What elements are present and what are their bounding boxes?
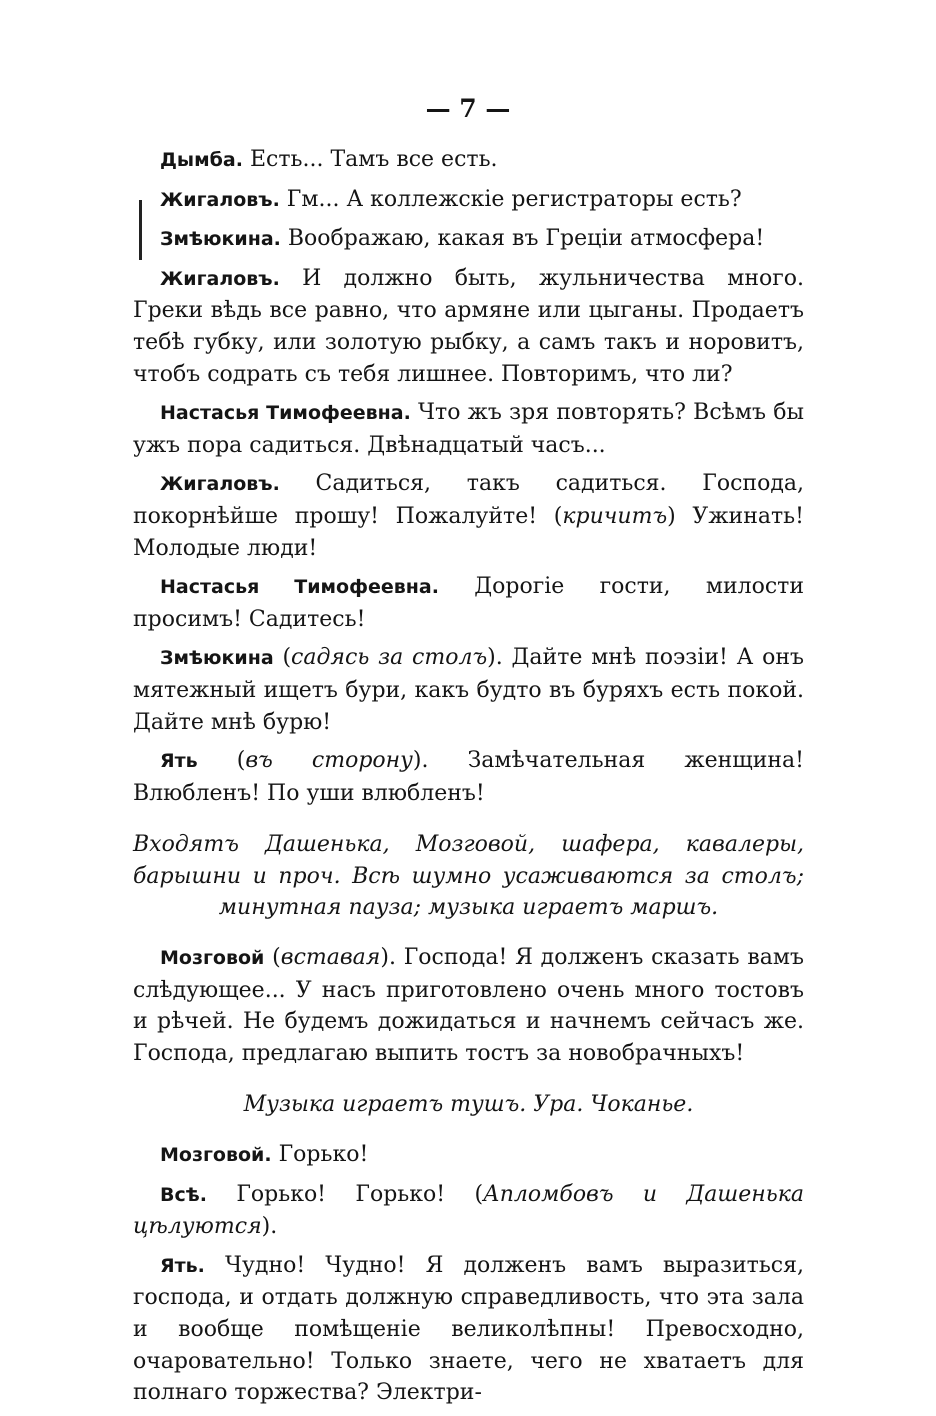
line-text: ). (261, 1214, 278, 1240)
dialogue-line (133, 468, 804, 564)
stage-direction: Входятъ Дашенька, Мозговой, шафера, кавалеры, барышни и проч. Всѣ шумно усаживаются за столъ; минутная пауза; музыка играетъ маршъ. (133, 832, 804, 921)
speaker-name: Мозговой. (160, 1144, 272, 1167)
stage-remark: кричитъ (562, 503, 668, 529)
line-text: Чудно! Чудно! Я долженъ вамъ выразиться, господа, и отдать должную справедливость, что эта зала и вообще помѣщеніе великолѣпны! Превосходно, очаровательно! Только знаете, чего не хватаетъ для полнаго торжества? Электри- (133, 1252, 804, 1406)
speaker-name: Дымба. (160, 149, 243, 171)
stage-remark: въ сторону (245, 748, 413, 774)
line-text: Садиться, такъ садиться. Господа, покорнѣйше прошу! Пожалуйте! ( (133, 471, 804, 529)
line-text: ) Ужинать! Молодые люди! (133, 503, 804, 561)
speaker-name: Жигаловъ. (160, 473, 280, 496)
speaker-name: Ять (160, 750, 198, 773)
line-text: ). Дайте мнѣ поэзіи! А онъ мятежный ищетъ бури, какъ будто въ буряхъ есть покой. Дайте мнѣ бурю! (133, 645, 805, 735)
line-text: ). Господа! Я долженъ сказать вамъ слѣдующее... У насъ приготовлено очень много тостовъ и рѣчей. Не будемъ дожидаться и начнемъ сейчасъ же. Господа, предлагаю выпить тостъ за новобрачныхъ! (133, 945, 804, 1066)
speaker-name: Всѣ. (160, 1183, 207, 1206)
speaker-name: Змѣюкина. (160, 228, 281, 251)
stage-remark: Апломбовъ и Дашенька цѣлуются (133, 1181, 805, 1240)
dialogue-line (133, 223, 804, 256)
dialogue-line (133, 1179, 804, 1243)
line-text: Горько! (271, 1142, 369, 1168)
stage-direction: Музыка играетъ тушъ. Ура. Чоканье. (243, 1092, 694, 1118)
line-text: ). Замѣчательная женщина! Влюбленъ! По уши влюбленъ! (133, 748, 804, 806)
speaker-name: Жигаловъ. (160, 188, 280, 211)
line-text: Есть... Тамъ все есть. (242, 147, 498, 172)
dialogue-line (133, 397, 804, 461)
dialogue-line (133, 184, 804, 217)
line-text: Гм... А коллежскіе регистраторы есть? (279, 186, 742, 212)
line-text: Что жъ зря повторять? Всѣмъ бы ужъ пора садиться. Двѣнадцатый часъ... (133, 400, 804, 458)
line-text: Дорогіе гости, милости просимъ! Садитесь! (133, 574, 804, 632)
line-text: Воображаю, какая въ Греціи атмосфера! (280, 226, 765, 252)
dialogue-line (133, 1250, 804, 1409)
page-number: — 7 — (425, 94, 511, 123)
speaker-name: Мозговой (160, 947, 265, 970)
page-text (133, 144, 804, 1416)
stage-remark: вставая (280, 945, 381, 971)
dialogue-line (133, 571, 804, 635)
line-text: Горько! Горько! ( (206, 1181, 484, 1207)
stage-remark: садясь за столъ (291, 645, 488, 671)
line-text: ( (273, 645, 292, 671)
dialogue-line (133, 745, 804, 809)
speaker-name: Настасья Тимофеевна. (160, 402, 411, 425)
line-text: ( (264, 945, 281, 971)
speaker-name: Настасья Тимофеевна. (160, 576, 439, 599)
line-text: И должно быть, жульничества много. Греки вѣдь все равно, что армяне или цыганы. Продаетъ тебѣ губку, или золотую рыбку, а самъ такъ и норовитъ, чтобъ содрать съ тебя лишнее. Повторимъ, что ли? (133, 265, 804, 387)
dialogue-line (133, 144, 804, 177)
line-text: ( (197, 748, 246, 774)
dialogue-line (133, 942, 804, 1069)
speaker-name: Змѣюкина (160, 647, 274, 670)
dialogue-line (133, 642, 804, 738)
speaker-name: Жигаловъ. (160, 267, 280, 290)
speaker-name: Ять. (160, 1254, 205, 1277)
dialogue-line (133, 1139, 804, 1172)
dialogue-line (133, 263, 804, 390)
